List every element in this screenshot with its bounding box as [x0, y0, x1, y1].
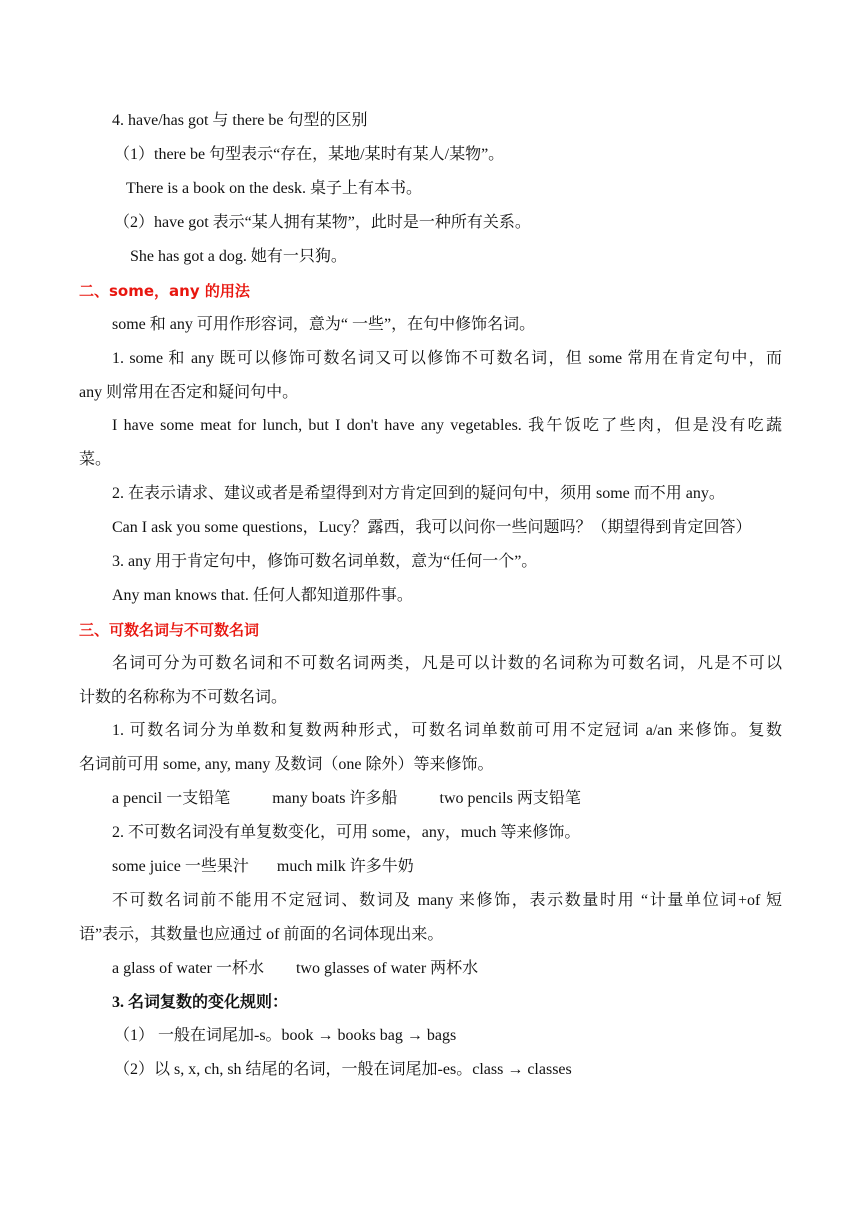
example-two-pencils: two pencils 两支铅笔: [439, 790, 581, 807]
some-any-example-3: Any man knows that. 任何人都知道那件事。: [112, 587, 413, 604]
section-4-title: 4. have/has got 与 there be 句型的区别: [112, 112, 368, 129]
example-a-pencil: a pencil 一支铅笔: [112, 790, 231, 807]
some-any-rule-3: 3. any 用于肯定句中，修饰可数名词单数，意为“任何一个”。: [112, 553, 538, 570]
rule-there-be: （1）there be 句型表示“存在，某地/某时有某人/某物”。: [114, 146, 505, 163]
measure-rule-line-1: 不可数名词前不能用不定冠词、数词及 many 来修饰，表示数量时用 “计量单位词+of 短: [112, 892, 782, 909]
example-a-glass-of-water: a glass of water 一杯水: [112, 960, 264, 977]
countable-rule-line-2: 名词前可用 some, any, many 及数词（one 除外）等来修饰。: [79, 756, 494, 773]
countable-rule-line-1: 1. 可数名词分为单数和复数两种形式，可数名词单数前可用不定冠词 a/an 来修饰。复数: [112, 722, 782, 739]
example-two-glasses-of-water: two glasses of water 两杯水: [295, 960, 479, 977]
example-there-be: There is a book on the desk. 桌子上有本书。: [126, 180, 422, 197]
example-many-boats: many boats 许多船: [272, 790, 398, 807]
nouns-intro-line-2: 计数的名称称为不可数名词。: [79, 689, 288, 706]
some-any-rule-2: 2. 在表示请求、建议或者是希望得到对方肯定回到的疑问句中，须用 some 而不用 any。: [112, 485, 725, 502]
some-any-example-2: Can I ask you some questions，Lucy？露西，我可以问你一些问题吗？（期望得到肯定回答）: [112, 519, 752, 536]
some-any-intro: some 和 any 可用作形容词，意为“ 一些”，在句中修饰名词。: [112, 316, 536, 333]
some-any-example-1-line-1: I have some meat for lunch, but I don't have any vegetables. 我午饭吃了些肉，但是没有吃蔬: [112, 417, 782, 434]
example-some-juice: some juice 一些果汁: [112, 858, 249, 875]
nouns-intro-line-1: 名词可分为可数名词和不可数名词两类，凡是可以计数的名词称为可数名词，凡是不可以: [112, 655, 782, 672]
heading-countable-nouns: 三、可数名词与不可数名词: [79, 621, 260, 639]
countable-examples: [0, 782, 860, 816]
plural-rules-title: 3. 名词复数的变化规则：: [112, 994, 289, 1011]
some-any-example-1-line-2: 菜。: [79, 451, 112, 468]
measure-examples: [0, 952, 860, 986]
measure-rule-line-2: 语”表示，其数量也应通过 of 前面的名词体现出来。: [79, 926, 444, 943]
some-any-rule-1-line-1: 1. some 和 any 既可以修饰可数名词又可以修饰不可数名词，但 some 常用在肯定句中，而: [112, 350, 782, 367]
uncountable-examples: [0, 850, 860, 884]
example-have-got: She has got a dog. 她有一只狗。: [130, 248, 347, 265]
plural-rule-1: （1） 一般在词尾加-s。book → books bag → bags: [114, 1027, 457, 1044]
uncountable-rule: 2. 不可数名词没有单复数变化，可用 some，any，much 等来修饰。: [112, 824, 581, 841]
example-much-milk: much milk 许多牛奶: [276, 858, 414, 875]
some-any-rule-1-line-2: any 则常用在否定和疑问句中。: [79, 384, 299, 401]
rule-have-got: （2）have got 表示“某人拥有某物”，此时是一种所有关系。: [114, 214, 531, 231]
plural-rule-2: （2）以 s, x, ch, sh 结尾的名词，一般在词尾加-es。class → classes: [114, 1061, 572, 1078]
heading-some-any: 二、some，any 的用法: [79, 282, 250, 300]
